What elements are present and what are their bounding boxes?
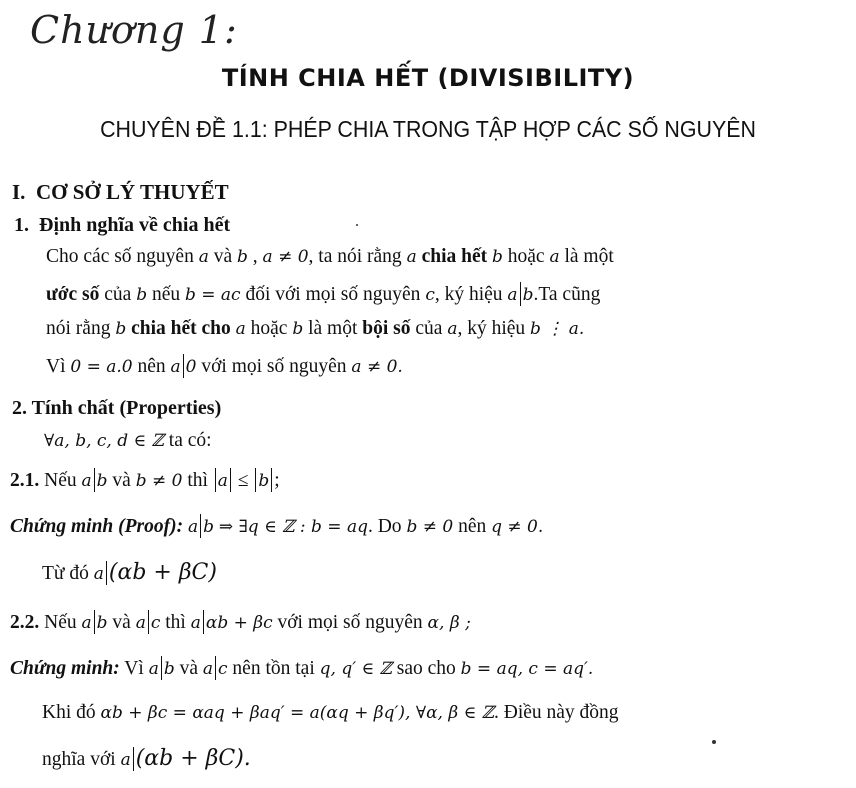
property-2-2: 2.2. Nếu a b và a c thì a αb + βc với mọi số nguyên α, β ;	[10, 612, 471, 633]
proof-2-1-conclusion: Từ đó a (αb + βC)	[42, 560, 217, 585]
proof-2-2-expansion: Khi đó αb + βc = αaq + βaq′ = a(αq + βq′), ∀α, β ∈ ℤ. Điều này đồng	[42, 702, 619, 723]
proof-2-2: Chứng minh: Vì a b và a c nên tồn tại q, q′ ∈ ℤ sao cho b = aq, c = aq′.	[10, 658, 594, 679]
properties-heading: 2. Tính chất (Properties)	[12, 397, 222, 419]
definition-line-3: nói rằng b chia hết cho a hoặc b là một bội số của a, ký hiệu b ⋮ a.	[46, 318, 585, 339]
proof-2-1: Chứng minh (Proof): a b ⇒ ∃q ∈ ℤ : b = aq. Do b ≠ 0 nên q ≠ 0.	[10, 516, 544, 537]
property-2-1: 2.1. Nếu a b và b ≠ 0 thì a ≤ b ;	[10, 470, 280, 491]
page-title: TÍNH CHIA HẾT (DIVISIBILITY)	[221, 64, 635, 92]
definition-line-4: Vì 0 = a.0 nên a 0 với mọi số nguyên a ≠ 0.	[46, 356, 403, 377]
chapter-heading: Chương 1:	[30, 8, 238, 52]
definition-line-2: ước số của b nếu b = ac đối với mọi số nguyên c, ký hiệu a b.Ta cũng	[46, 284, 601, 305]
forall-line: ∀a, b, c, d ∈ ℤ ta có:	[44, 430, 212, 451]
page-subtitle: CHUYÊN ĐỀ 1.1: PHÉP CHIA TRONG TẬP HỢP CÁC SỐ NGUYÊN	[100, 116, 756, 142]
scan-speck	[712, 740, 716, 744]
definition-heading: 1. Định nghĩa về chia hết	[14, 214, 231, 236]
section-heading: I. CƠ SỞ LÝ THUYẾT	[12, 180, 229, 204]
proof-2-2-conclusion: nghĩa với a (αb + βC).	[42, 746, 251, 771]
definition-line-1: Cho các số nguyên a và b , a ≠ 0, ta nói rằng a chia hết b hoặc a là một	[46, 246, 614, 267]
scan-speck	[356, 224, 358, 226]
